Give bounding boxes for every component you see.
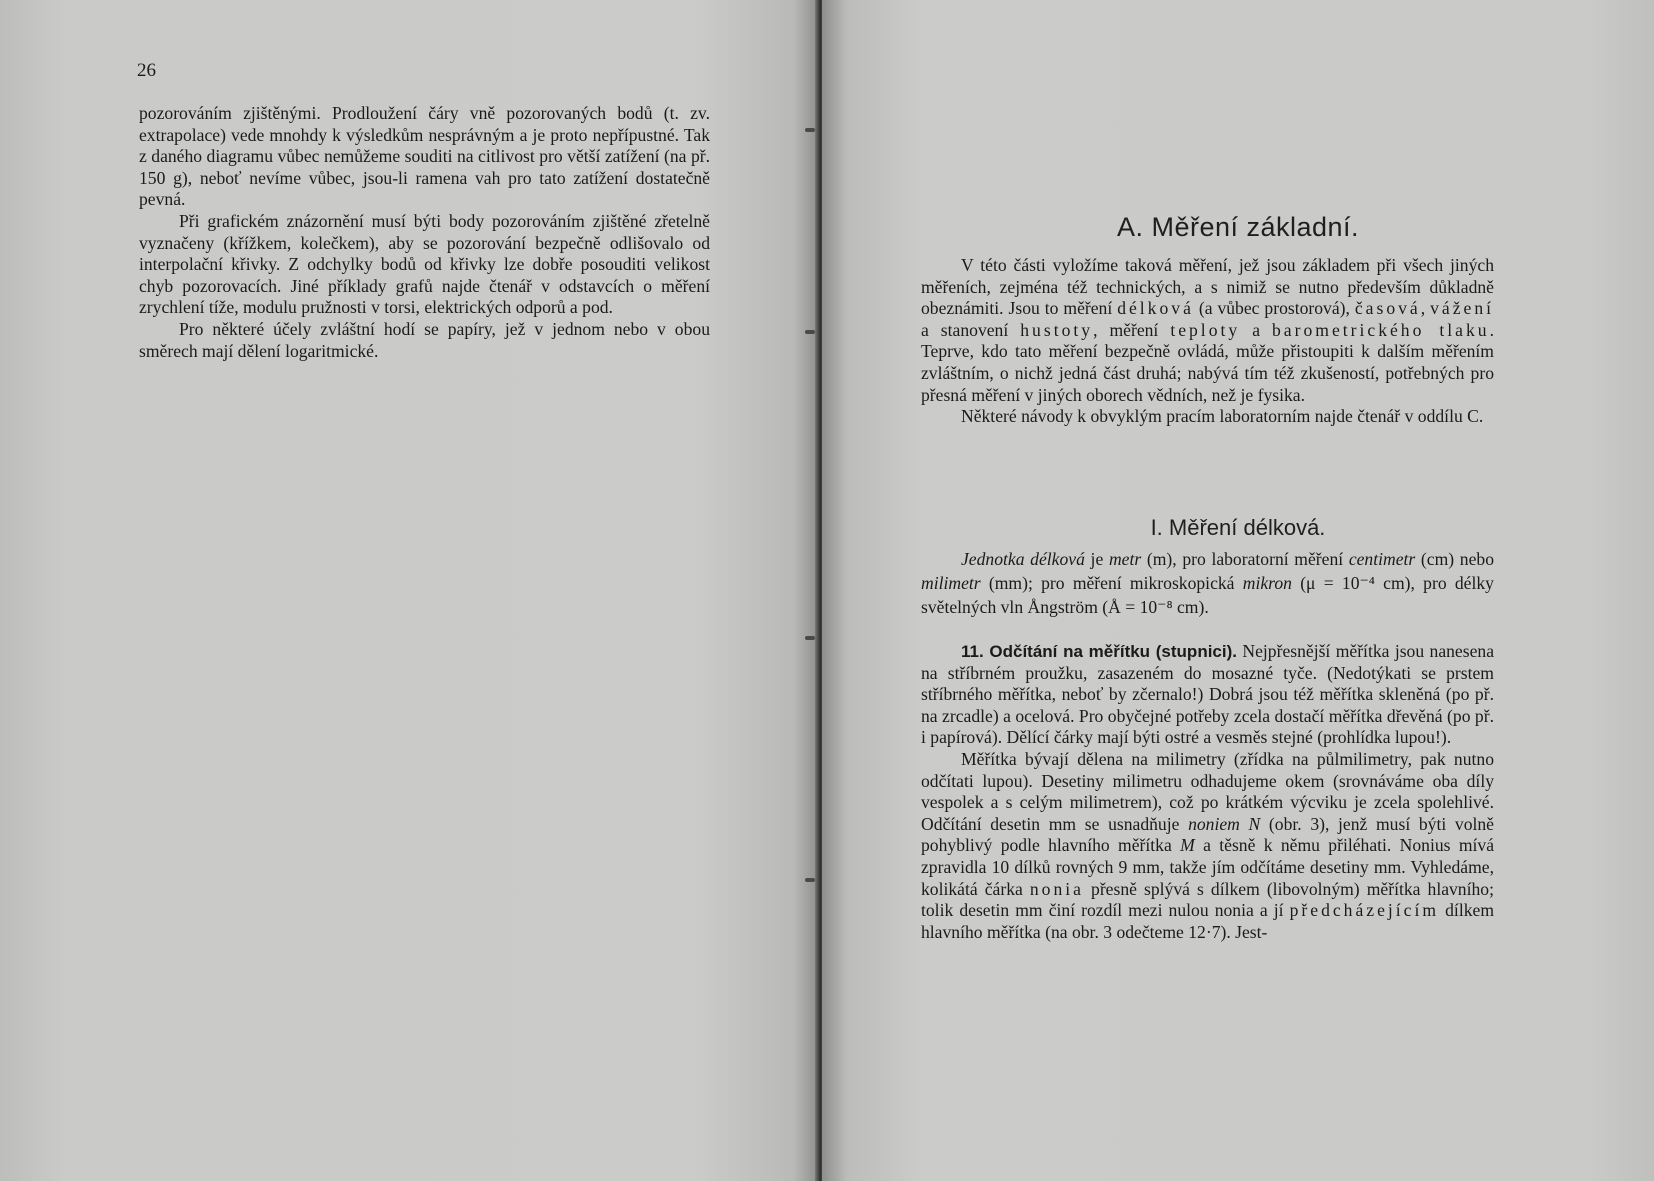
binding-stitch <box>805 636 815 640</box>
paragraph: Pro některé účely zvláštní hodí se papíry, jež v jednom nebo v obou směrech mají dělení logaritmické. <box>139 318 710 361</box>
intro-note: Některé návody k obvyklým pracím laboratorním najde čtenář v oddílu C. <box>961 406 1484 427</box>
right-page <box>822 0 1654 1181</box>
binding-stitch <box>805 330 815 334</box>
intro-text <box>921 255 1494 428</box>
part-heading: A. Měření základní. <box>1116 212 1360 242</box>
section-paragraph: Měřítka bývají dělena na milimetry (zřídka na půlmilimetry, pak nutno odčítati lupou). Desetiny milimetru odhadujeme okem (srovnáváme oba díly vespolek a s celým milimetrem), což po krátkém výcviku je zcela spolehlivé. Odčítání desetin mm se usnadňuje noniem N (obr. 3), jenž musí býti volně pohyblivý podle hlavního měřítka M a těsně k němu přiléhati. Nonius mívá zpravidla 10 dílků rovných 9 mm, takže jím odčítáme desetiny mm. Vyhledáme, kolikátá čárka nonia přesně splývá s dílkem (libovolným) měřítka hlavního; tolik desetin mm činí rozdíl mezi nulou nonia a jí předcházejícím dílkem hlavního měřítka (na obr. 3 odečteme 12·7). Jest- <box>921 748 1495 942</box>
section-paragraph: 11. Odčítání na měřítku (stupnici). Nejpřesnější měřítka jsou nanesena na stříbrném proužku, zasazeném do mosazné tyče. (Nedotýkati se prstem stříbrného měřítka, neboť by zčernalo!) Dobrá jsou též měřítka skleněná (po př. na zrcadle) a ocelová. Pro obyčejné potřeby zcela dostačí měřítka dřevěná (po př. i papírová). Dělící čárky mají býti ostré a vesměs stejné (prohlídka lupou!). <box>921 641 1495 748</box>
units-paragraph: Jednotka délková je metr (m), pro laboratorní měření centimetr (cm) nebo milimetr (mm); pro měření mikroskopická mikron (μ = 10⁻⁴ cm), pro délky světelných vln Ångström (Å = 10⁻⁸ cm). <box>921 549 1495 617</box>
paragraph: Při grafickém znázornění musí býti body pozorováním zjištěné zřetelně vyznačeny (křížkem, kolečkem), aby se pozorování bezpečně odlišovalo od interpolační křivky. Z odchylky bodů od křivky lze dobře posouditi velikost chyb pozorovacích. Jiné příklady grafů najde čtenář v odstavcích o měření zrychlení tíže, modulu pružnosti v torsi, elektrických odporů a pod. <box>139 210 710 318</box>
section-11 <box>921 641 1494 943</box>
chapter-heading: I. Měření délková. <box>1150 515 1326 540</box>
left-page-text <box>139 103 710 362</box>
binding-stitch <box>805 128 815 132</box>
section-title: 11. Odčítání na měřítku (stupnici). <box>961 642 1237 661</box>
paragraph: pozorováním zjištěnými. Prodloužení čáry vně pozorovaných bodů (t. zv. extrapolace) vede mnohdy k výsledkům nesprávným a je proto nepřípustné. Tak z daného diagramu vůbec nemůžeme souditi na citlivost pro větší zatížení (na př. 150 g), neboť nevíme vůbec, jsou-li ramena vah pro tato zatížení dostatečně pevná. <box>139 103 710 210</box>
page-number: 26 <box>137 60 156 81</box>
binding-stitch <box>805 878 815 882</box>
left-page <box>0 0 818 1181</box>
intro-paragraph: V této části vyložíme taková měření, jež jsou základem při všech jiných měřeních, zejména též technických, a s nimiž se nutno především důkladně obeznámiti. Jsou to měření délková (a vůbec prostorová), časová, vážení a stanovení hustoty, měření teploty a barometrického tlaku. Teprve, kdo tato měření bezpečně ovládá, může přistoupiti k dalším měřením zvláštním, o nichž jedná část druhá; nabývá tím též zkušeností, potřebných pro přesná měření v jiných oborech vědních, než je fysika. <box>921 255 1495 405</box>
